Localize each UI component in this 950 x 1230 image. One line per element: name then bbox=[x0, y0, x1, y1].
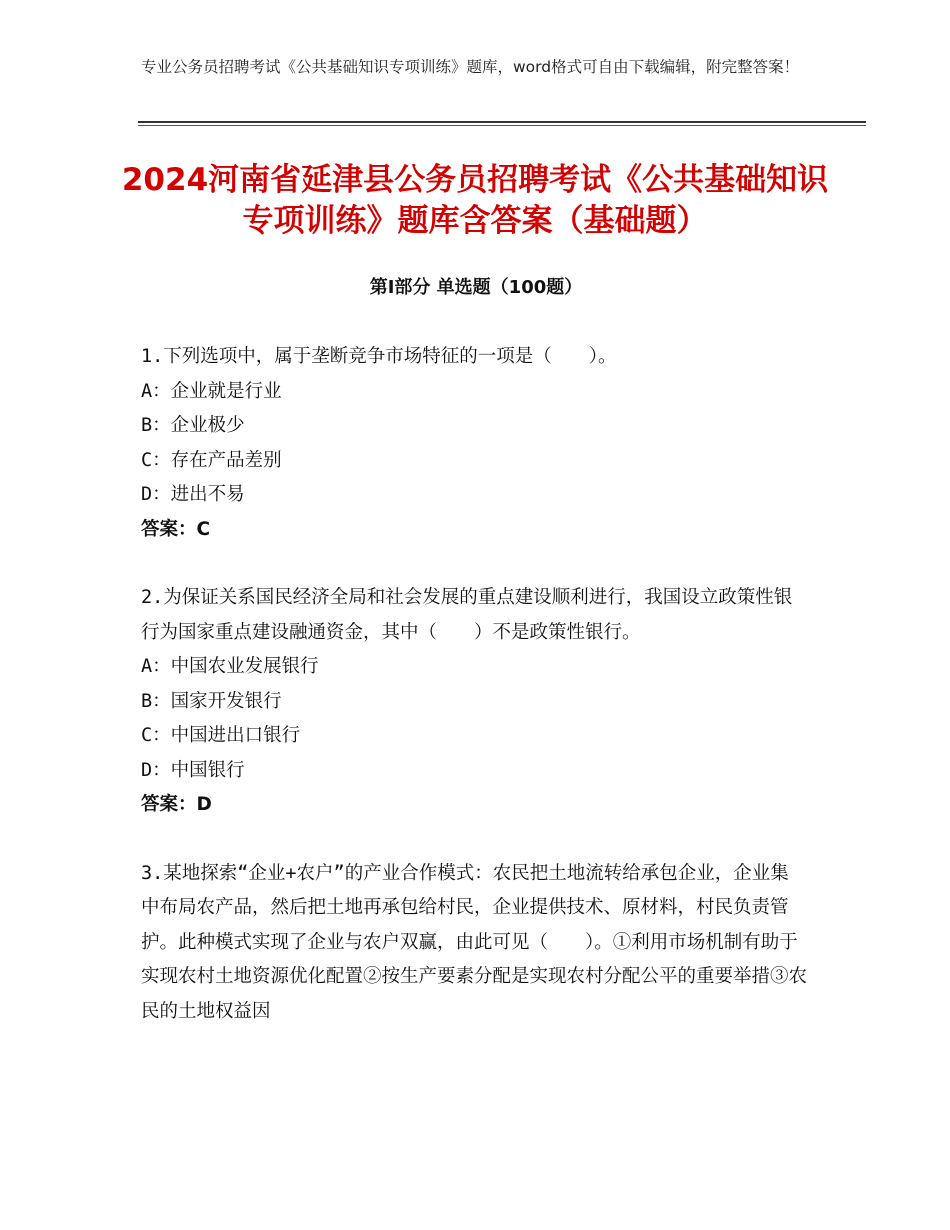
answer-label: 答案：C bbox=[141, 518, 211, 540]
question-list bbox=[141, 340, 807, 1063]
question-2 bbox=[141, 581, 807, 823]
header-note: 专业公务员招聘考试《公共基础知识专项训练》题库，word格式可自由下载编辑，附完整答案！ bbox=[141, 58, 800, 76]
header-rule-thick bbox=[138, 121, 866, 123]
option-a: A：企业就是行业 bbox=[141, 380, 282, 402]
question-text: 3.某地探索“企业+农户”的产业合作模式：农民把土地流转给承包企业，企业集中布局农产品，然后把土地再承包给村民，企业提供技术、原材料，村民负责管护。此种模式实现了企业与农户双赢，由此可见（ ）。①利用市场机制有助于实现农村土地资源优化配置②按生产要素分配是实现农村分配公平的重要举措③农民的土地权益因 bbox=[141, 862, 808, 1022]
question-1 bbox=[141, 340, 807, 547]
document-title: 2024河南省延津县公务员招聘考试《公共基础知识专项训练》题库含答案（基础题） bbox=[121, 162, 829, 239]
option-c: C：中国进出口银行 bbox=[141, 725, 301, 746]
header-rule-thin bbox=[138, 125, 866, 126]
option-c: C：存在产品差别 bbox=[141, 449, 282, 471]
question-text: 1.下列选项中，属于垄断竞争市场特征的一项是（ ）。 bbox=[141, 346, 617, 367]
option-d: D：进出不易 bbox=[141, 484, 245, 505]
answer-label: 答案：D bbox=[141, 794, 212, 815]
option-d: D：中国银行 bbox=[141, 759, 245, 781]
option-b: B：企业极少 bbox=[141, 415, 245, 436]
question-3 bbox=[141, 857, 807, 1030]
option-a: A：中国农业发展银行 bbox=[141, 656, 319, 677]
question-text: 2.为保证关系国民经济全局和社会发展的重点建设顺利进行，我国设立政策性银行为国家重点建设融通资金，其中（ ）不是政策性银行。 bbox=[141, 587, 793, 643]
option-b: B：国家开发银行 bbox=[141, 690, 282, 712]
section-heading: 第Ⅰ部分 单选题（100题） bbox=[369, 277, 583, 298]
